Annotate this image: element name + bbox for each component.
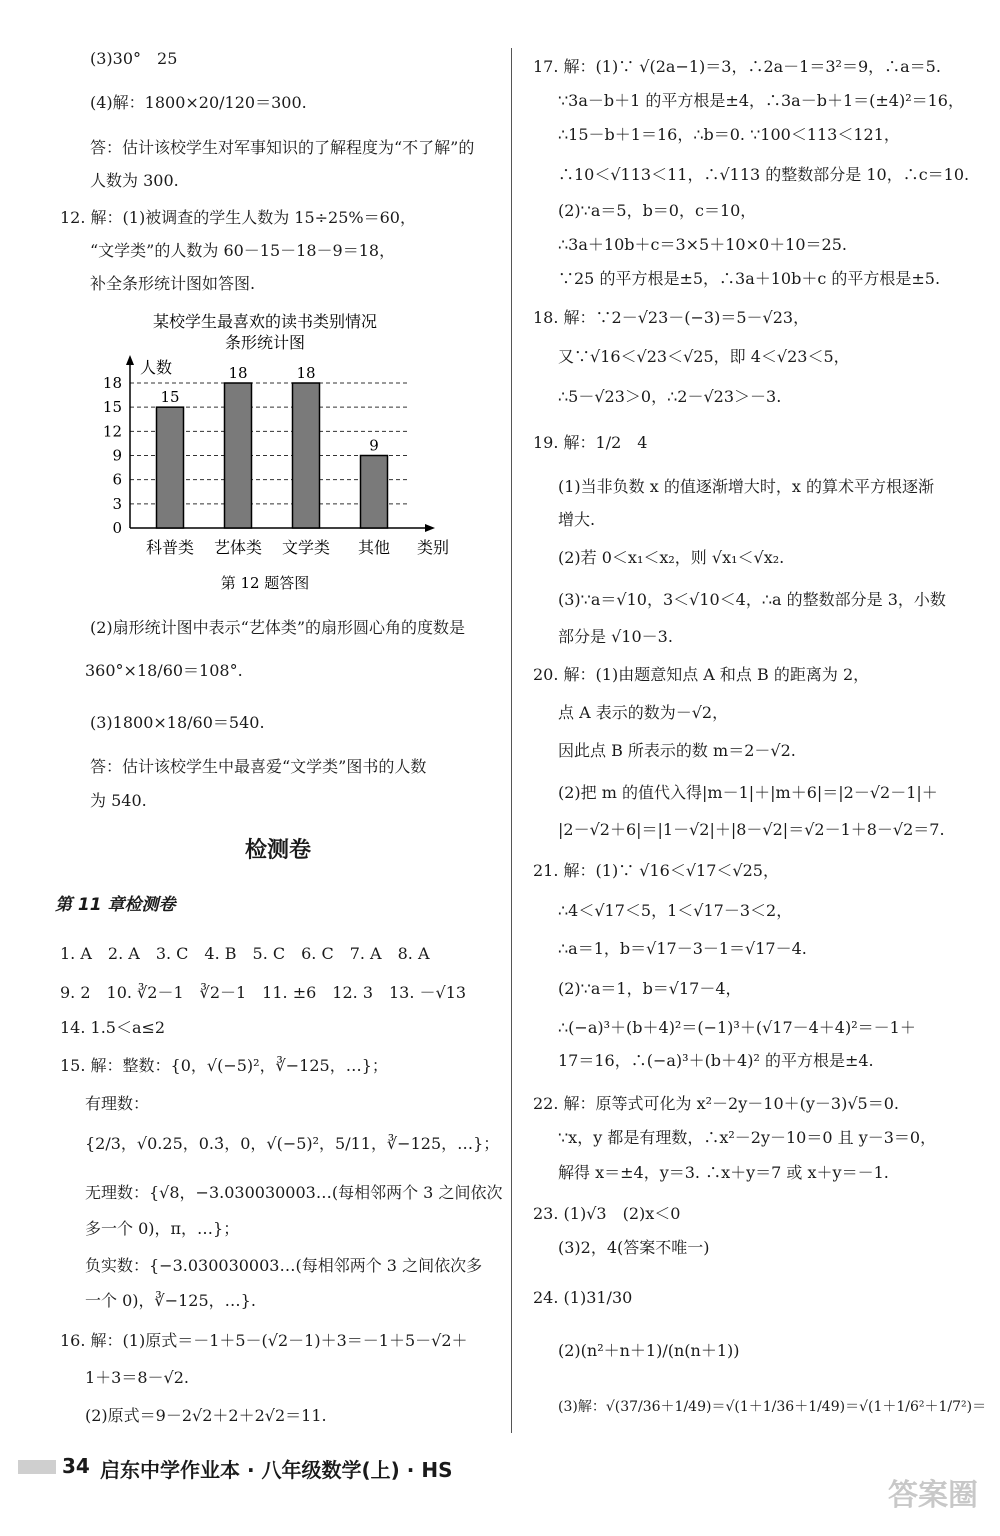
x-tick-label: 文学类 <box>281 538 331 557</box>
text-line: 人数为 300. <box>90 171 179 190</box>
text-line: (3)30° 25 <box>90 49 178 68</box>
text-line: 解得 x＝±4，y＝3. ∴x＋y＝7 或 x＋y＝－1. <box>558 1163 889 1182</box>
text-line: ∴4＜√17＜5，1＜√17－3＜2， <box>558 901 793 920</box>
text-line: (2)把 m 的值代入得|m－1|＋|m＋6|＝|2－√2－1|＋ <box>558 783 938 802</box>
x-tick-label: 其他 <box>357 538 391 557</box>
x-tick-label: 艺体类 <box>213 538 263 557</box>
y-tick-label: 9 <box>112 446 122 465</box>
text-line: (2)∵a＝1，b＝√17－4， <box>558 979 742 998</box>
text-line: ∴15－b＋1＝16，∴b＝0. ∵100＜113＜121， <box>558 125 900 144</box>
text-line: 一个 0)，∛−125，…}. <box>85 1291 256 1310</box>
text-line: ∴(−a)³＋(b＋4)²＝(−1)³＋(√17－4＋4)²＝－1＋ <box>558 1018 916 1037</box>
text-line: 16. 解：(1)原式＝－1＋5－(√2－1)＋3＝－1＋5－√2＋ <box>60 1331 468 1350</box>
chapter-heading: 第 11 章检测卷 <box>55 895 176 915</box>
chart-caption: 第 12 题答图 <box>220 574 310 592</box>
text-line: 又∵√16＜√23＜√25，即 4＜√23＜5， <box>558 347 850 366</box>
y-tick-label: 0 <box>112 519 122 537</box>
text-line: 9. 2 10. ∛2－1 ∛2－1 11. ±6 12. 3 13. －√13 <box>60 983 467 1002</box>
text-line: (2)若 0＜x₁＜x₂，则 √x₁＜√x₂. <box>558 548 785 567</box>
text-line: 无理数：{√8，−3.030030003…(每相邻两个 3 之间依次 <box>85 1183 503 1202</box>
text-line: 增大. <box>558 510 596 529</box>
y-axis-label: 人数 <box>140 358 173 377</box>
text-line: 21. 解：(1)∵ √16＜√17＜√25， <box>533 861 779 880</box>
bar-value-label: 15 <box>160 388 180 407</box>
watermark-logo: 答案圈 <box>888 1478 978 1513</box>
y-tick-label: 6 <box>112 470 122 489</box>
text-line: ∴10＜√113＜11，∴√113 的整数部分是 10，∴c＝10. <box>558 165 970 184</box>
text-line: 有理数： <box>85 1094 150 1113</box>
right-column <box>518 0 988 1536</box>
text-line: 补全条形统计图如答图. <box>90 274 256 293</box>
text-line: 20. 解：(1)由题意知点 A 和点 B 的距离为 2， <box>533 665 870 684</box>
text-line: 答：估计该校学生中最喜爱“文学类”图书的人数 <box>90 757 427 776</box>
page-number: 34 <box>62 1454 90 1478</box>
y-tick-label: 15 <box>102 398 122 417</box>
text-line: 1＋3＝8－√2. <box>85 1368 190 1387</box>
text-line: (3)∵a＝√10，3＜√10＜4，∴a 的整数部分是 3，小数 <box>558 590 946 609</box>
text-line: ∵3a－b＋1 的平方根是±4，∴3a－b＋1＝(±4)²＝16， <box>558 91 964 110</box>
text-line: ∵25 的平方根是±5，∴3a＋10b＋c 的平方根是±5. <box>558 269 941 288</box>
text-line: {2/3，√0.25，0.3̇，0，√(−5)²，5/11，∛−125，…}； <box>85 1134 500 1153</box>
text-line: (4)解：1800×20/120＝300. <box>90 93 307 112</box>
text-line: 部分是 √10－3. <box>558 627 673 646</box>
text-line: 19. 解：1/2 4 <box>533 433 648 452</box>
text-line: ∴3a＋10b＋c＝3×5＋10×0＋10＝25. <box>558 235 847 254</box>
page-footer <box>0 1448 1000 1488</box>
text-line: (3)2，4(答案不唯一) <box>558 1238 710 1257</box>
text-line: 15. 解：整数：{0，√(−5)²，∛−125，…}； <box>60 1056 388 1075</box>
book-title: 启东中学作业本 · 八年级数学(上) · HS <box>100 1458 453 1482</box>
text-line: 答：估计该校学生对军事知识的了解程度为“不了解”的 <box>90 138 475 157</box>
text-line: “文学类”的人数为 60－15－18－9＝18， <box>90 241 396 260</box>
bar-value-label: 18 <box>296 364 316 382</box>
text-line: 负实数：{−3.030030003…(每相邻两个 3 之间依次多 <box>85 1256 483 1275</box>
text-line: 14. 1.5＜a≤2 <box>60 1018 166 1037</box>
text-line: ∵x，y 都是有理数，∴x²－2y－10＝0 且 y－3＝0， <box>558 1128 937 1147</box>
text-line: 因此点 B 所表示的数 m＝2－√2. <box>558 741 796 760</box>
text-line: 17＝16，∴(−a)³＋(b＋4)² 的平方根是±4. <box>558 1051 874 1070</box>
text-line: ∴5－√23＞0，∴2－√23＞－3. <box>558 387 782 406</box>
chart-title: 某校学生最喜欢的读书类别情况 <box>152 312 378 331</box>
text-line: (3)解：√(37/36＋1/49)＝√(1＋1/36＋1/49)＝√(1＋1/6²＋1/7²)＝ <box>558 1399 987 1415</box>
text-line: (2)原式＝9－2√2＋2＋2√2＝11. <box>85 1406 327 1425</box>
left-column-lower <box>55 0 505 1536</box>
y-tick-label: 3 <box>112 494 122 513</box>
text-line: 23. (1)√3 (2)x＜0 <box>533 1204 681 1223</box>
column-divider <box>511 48 512 1433</box>
footer-bar <box>18 1460 56 1474</box>
text-line: 22. 解：原等式可化为 x²－2y－10＋(y－3)√5＝0. <box>533 1094 899 1113</box>
text-line: 24. (1)31/30 <box>533 1288 633 1307</box>
x-axis-label: 类别 <box>416 538 450 557</box>
text-line: (2)(n²＋n＋1)/(n(n＋1)) <box>558 1341 740 1360</box>
text-line: 18. 解：∵2－√23－(−3)＝5－√23， <box>533 308 810 327</box>
text-line: (2)∵a＝5，b＝0，c＝10， <box>558 201 757 220</box>
y-tick-label: 12 <box>102 422 122 441</box>
text-line: 360°×18/60＝108°. <box>85 661 243 680</box>
x-tick-label: 科普类 <box>145 538 195 557</box>
bar-value-label: 18 <box>228 364 248 382</box>
text-line: 1. A 2. A 3. C 4. B 5. C 6. C 7. A 8. A <box>60 944 430 963</box>
text-line: 点 A 表示的数为－√2， <box>558 703 729 722</box>
text-line: (2)扇形统计图中表示“艺体类”的扇形圆心角的度数是 <box>90 618 466 637</box>
text-line: 多一个 0)，π，…}； <box>85 1219 240 1238</box>
text-line: (1)当非负数 x 的值逐渐增大时，x 的算术平方根逐渐 <box>558 477 934 496</box>
text-line: (3)1800×18/60＝540. <box>90 713 265 732</box>
text-line: 12. 解：(1)被调查的学生人数为 15÷25%＝60， <box>60 208 416 227</box>
bar-value-label: 9 <box>369 436 379 455</box>
section-heading: 检测卷 <box>245 838 312 863</box>
text-line: |2－√2＋6|＝|1－√2|＋|8－√2|＝√2－1＋8－√2＝7. <box>558 820 945 839</box>
text-line: 17. 解：(1)∵ √(2a−1)＝3，∴2a－1＝3²＝9，∴a＝5. <box>533 57 941 76</box>
text-line: 为 540. <box>90 791 147 810</box>
y-tick-label: 18 <box>102 374 122 392</box>
chart-subtitle: 条形统计图 <box>224 333 306 352</box>
text-line: ∴a＝1，b＝√17－3－1＝√17－4. <box>558 939 807 958</box>
